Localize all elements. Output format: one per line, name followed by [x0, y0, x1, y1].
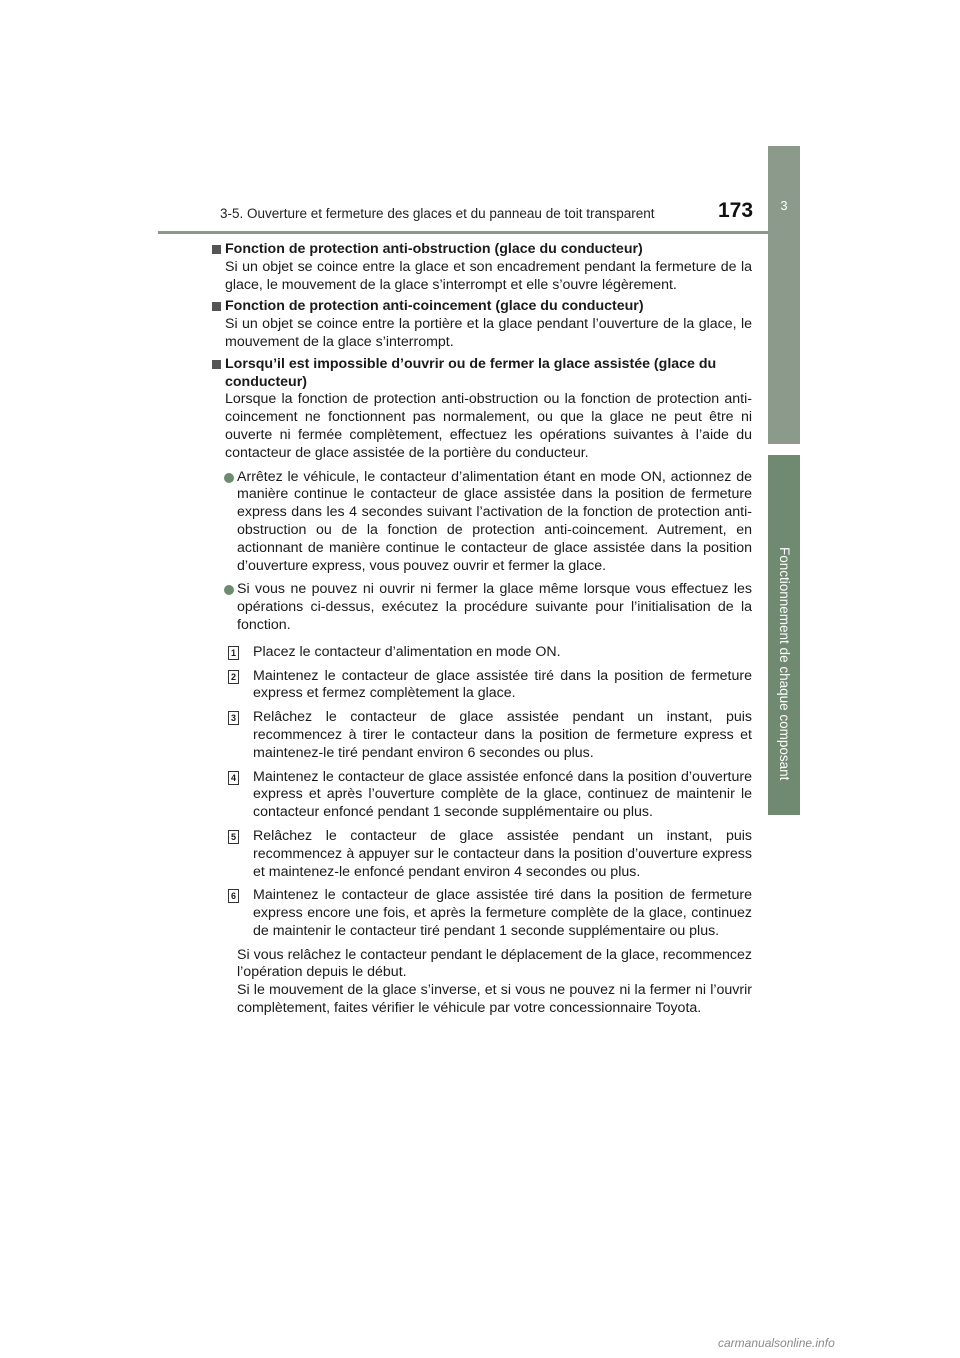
- bullet-item: [212, 581, 752, 634]
- page-content: [212, 241, 752, 1022]
- closing-paragraph: Si le mouvement de la glace s’inverse, et si vous ne pouvez ni la fermer ni l’ouvrir complètement, faites vérifier le véhicule par votre concessionnaire Toyota.: [237, 982, 752, 1017]
- step-list: [212, 644, 752, 941]
- bullet-item: [212, 469, 752, 576]
- square-bullet-icon: [212, 245, 221, 254]
- section-anti-obstruction: [212, 241, 752, 294]
- circle-bullet-icon: [224, 473, 234, 483]
- side-tab-label: Fonctionnement de chaque composant: [777, 547, 792, 781]
- step-item: [212, 828, 752, 881]
- step-item: [212, 644, 752, 662]
- step-number: 3: [228, 711, 239, 725]
- circle-bullet-icon: [224, 585, 234, 595]
- bullet-text: Si vous ne pouvez ni ouvrir ni fermer la glace même lorsque vous effectuez les opérations ci-dessus, exécutez la procédure suivante pour l’initialisation de la fonction.: [237, 581, 752, 633]
- step-text: Maintenez le contacteur de glace assistée tiré dans la position de fermeture express et fermez complètement la glace.: [253, 667, 752, 702]
- section-heading-text: Lorsqu’il est impossible d’ouvrir ou de fermer la glace assistée (glace du conducteur): [225, 355, 717, 390]
- section-heading: [212, 241, 752, 259]
- header-divider: [158, 231, 800, 234]
- side-tab-upper: [768, 146, 800, 444]
- step-text: Relâchez le contacteur de glace assistée pendant un instant, puis recommencez à appuyer sur le contacteur dans la position d’ouverture express et maintenez-le enfoncé pendant environ 4 secondes ou plus.: [253, 827, 752, 880]
- step-text: Relâchez le contacteur de glace assistée pendant un instant, puis recommencez à tirer le contacteur dans la position de fermeture express et maintenez-le tiré pendant environ 6 secondes ou plus.: [253, 709, 752, 761]
- closing-note: [212, 947, 752, 1018]
- step-text: Maintenez le contacteur de glace assistée tiré dans la position de fermeture express encore une fois, et après la fermeture complète de la glace, continuez de maintenir le contacteur tiré pendant 1 seconde supplémentaire ou plus.: [253, 887, 752, 939]
- page-number: 173: [718, 199, 754, 222]
- section-anti-coincement: [212, 298, 752, 351]
- section-body: Lorsque la fonction de protection anti-obstruction ou la fonction de protection anti-coincement ne fonctionnent pas normalement, ou que la glace ne peut être ni ouverte ni fermée complètement, effectuez les opérations suivantes à l’aide du contacteur de glace assistée de la portière du conducteur.: [225, 391, 752, 461]
- step-number: 2: [228, 670, 239, 684]
- section-body: Si un objet se coince entre la glace et son encadrement pendant la fermeture de la glace, le mouvement de la glace s’interrompt et elle s’ouvre légèrement.: [225, 258, 752, 293]
- step-item: [212, 769, 752, 822]
- step-text: Placez le contacteur d’alimentation en mode ON.: [253, 643, 561, 660]
- step-item: [212, 709, 752, 762]
- step-number: 6: [228, 889, 239, 903]
- step-item: [212, 887, 752, 940]
- bullet-text: Arrêtez le véhicule, le contacteur d’alimentation étant en mode ON, actionnez de manière continue le contacteur de glace assistée dans la position de fermeture express dans les 4 secondes suivant l’activation de la fonction de protection anti-obstruction ou de la fonction de protection anti-coincement. Autrement, en actionnant de manière continue le contacteur de glace assistée dans la position d’ouverture express, vous pouvez ouvrir et fermer la glace.: [237, 468, 752, 574]
- chapter-title: 3-5. Ouverture et fermeture des glaces et du panneau de toit transparent: [220, 206, 655, 221]
- section-heading: [212, 298, 752, 316]
- watermark-link[interactable]: carmanualsonline.info: [718, 1336, 835, 1350]
- square-bullet-icon: [212, 360, 221, 369]
- section-heading-text: Fonction de protection anti-coincement (glace du conducteur): [225, 298, 644, 315]
- step-number: 5: [228, 830, 239, 844]
- step-text: Maintenez le contacteur de glace assistée enfoncé dans la position d’ouverture express et après l’ouverture complète de la glace, continuez de maintenir le contacteur enfoncé pendant 1 seconde supplémentaire ou plus.: [253, 768, 752, 821]
- side-tab-lower: [768, 455, 800, 815]
- square-bullet-icon: [212, 302, 221, 311]
- side-tab-number: 3: [780, 198, 788, 213]
- step-number: 1: [228, 646, 239, 660]
- section-impossible: [212, 356, 752, 1018]
- step-item: [212, 668, 752, 704]
- step-number: 4: [228, 771, 239, 785]
- section-heading: [212, 356, 752, 392]
- section-body: Si un objet se coince entre la portière et la glace pendant l’ouverture de la glace, le mouvement de la glace s’interrompt.: [225, 316, 752, 350]
- closing-paragraph: Si vous relâchez le contacteur pendant le déplacement de la glace, recommencez l’opération depuis le début.: [237, 946, 752, 981]
- section-heading-text: Fonction de protection anti-obstruction (glace du conducteur): [225, 241, 643, 257]
